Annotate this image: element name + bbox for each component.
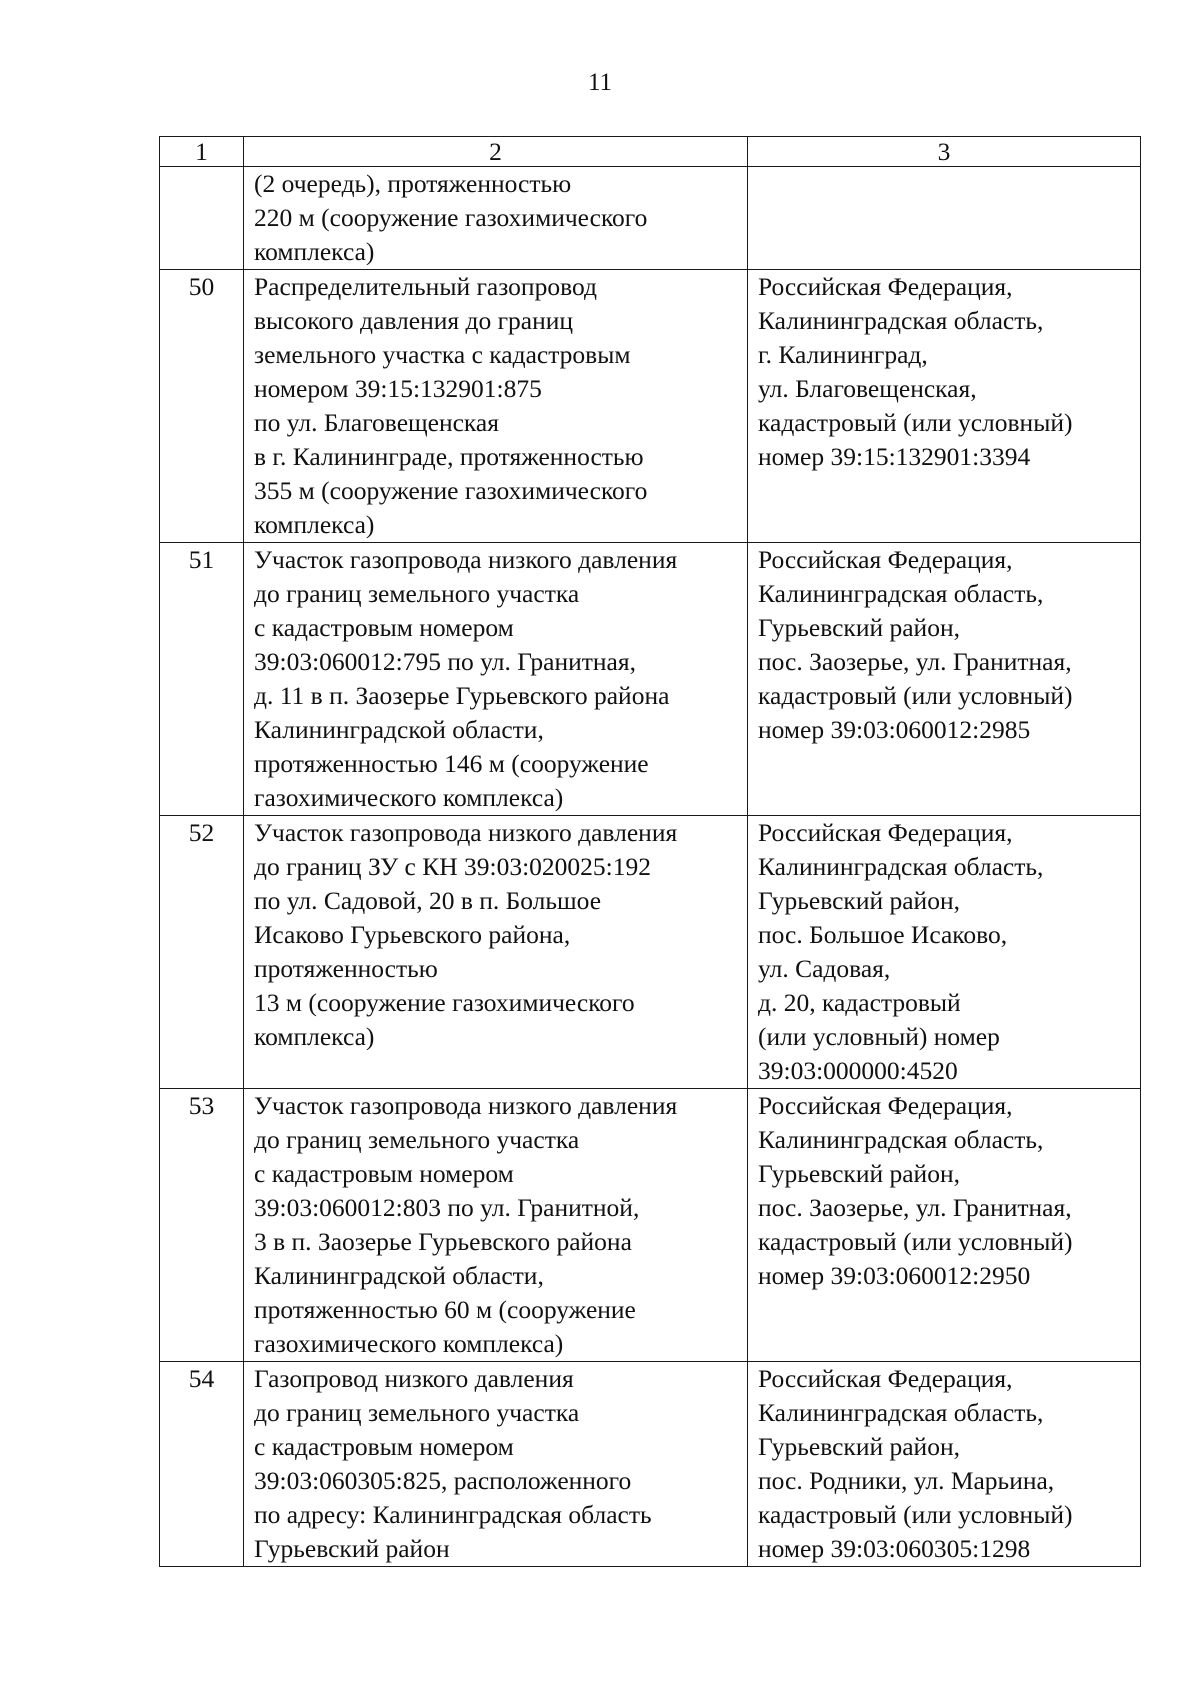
row-address: Российская Федерация, Калининградская область, Гурьевский район, пос. Заозерье, ул. Гранитная, кадастровый (или условный) номер 39:03:060012:2985 xyxy=(748,543,1141,816)
register-table xyxy=(159,136,1141,1567)
row-number: 52 xyxy=(160,816,244,1089)
row-number xyxy=(160,167,244,270)
table-header-row xyxy=(160,137,1141,167)
row-description: Газопровод низкого давления до границ земельного участка с кадастровым номером 39:03:060305:825, расположенного по адресу: Калининградская область Гурьевский район xyxy=(244,1362,748,1567)
row-number: 51 xyxy=(160,543,244,816)
column-header-address: 3 xyxy=(748,137,1141,167)
row-address: Российская Федерация, Калининградская область, Гурьевский район, пос. Родники, ул. Марьина, кадастровый (или условный) номер 39:03:060305:1298 xyxy=(748,1362,1141,1567)
row-description: Участок газопровода низкого давления до границ земельного участка с кадастровым номером 39:03:060012:803 по ул. Гранитной, 3 в п. Заозерье Гурьевского района Калининградской области, протяженностью 60 м (сооружение газохимического комплекса) xyxy=(244,1089,748,1362)
row-description: Распределительный газопровод высокого давления до границ земельного участка с кадастровым номером 39:15:132901:875 по ул. Благовещенская в г. Калининграде, протяженностью 355 м (сооружение газохимического комплекса) xyxy=(244,270,748,543)
row-description: Участок газопровода низкого давления до границ ЗУ с КН 39:03:020025:192 по ул. Садовой, 20 в п. Большое Исаково Гурьевского района, протяженностью 13 м (сооружение газохимического комплекса) xyxy=(244,816,748,1089)
row-number: 54 xyxy=(160,1362,244,1567)
table-row xyxy=(160,1362,1141,1567)
table-row xyxy=(160,167,1141,270)
table-row xyxy=(160,1089,1141,1362)
row-number: 53 xyxy=(160,1089,244,1362)
row-description: Участок газопровода низкого давления до границ земельного участка с кадастровым номером 39:03:060012:795 по ул. Гранитная, д. 11 в п. Заозерье Гурьевского района Калининградской области, протяженностью 146 м (сооружение газохимического комплекса) xyxy=(244,543,748,816)
table-row xyxy=(160,270,1141,543)
page-number: 11 xyxy=(587,69,613,96)
column-header-description: 2 xyxy=(244,137,748,167)
row-address: Российская Федерация, Калининградская область, Гурьевский район, пос. Заозерье, ул. Гранитная, кадастровый (или условный) номер 39:03:060012:2950 xyxy=(748,1089,1141,1362)
row-address: Российская Федерация, Калининградская область, Гурьевский район, пос. Большое Исаково, ул. Садовая, д. 20, кадастровый (или условный) номер 39:03:000000:4520 xyxy=(748,816,1141,1089)
row-address: Российская Федерация, Калининградская область, г. Калининград, ул. Благовещенская, кадастровый (или условный) номер 39:15:132901:3394 xyxy=(748,270,1141,543)
row-description: (2 очередь), протяженностью 220 м (сооружение газохимического комплекса) xyxy=(244,167,748,270)
table-row xyxy=(160,816,1141,1089)
row-address xyxy=(748,167,1141,270)
table-row xyxy=(160,543,1141,816)
column-header-number: 1 xyxy=(160,137,244,167)
row-number: 50 xyxy=(160,270,244,543)
